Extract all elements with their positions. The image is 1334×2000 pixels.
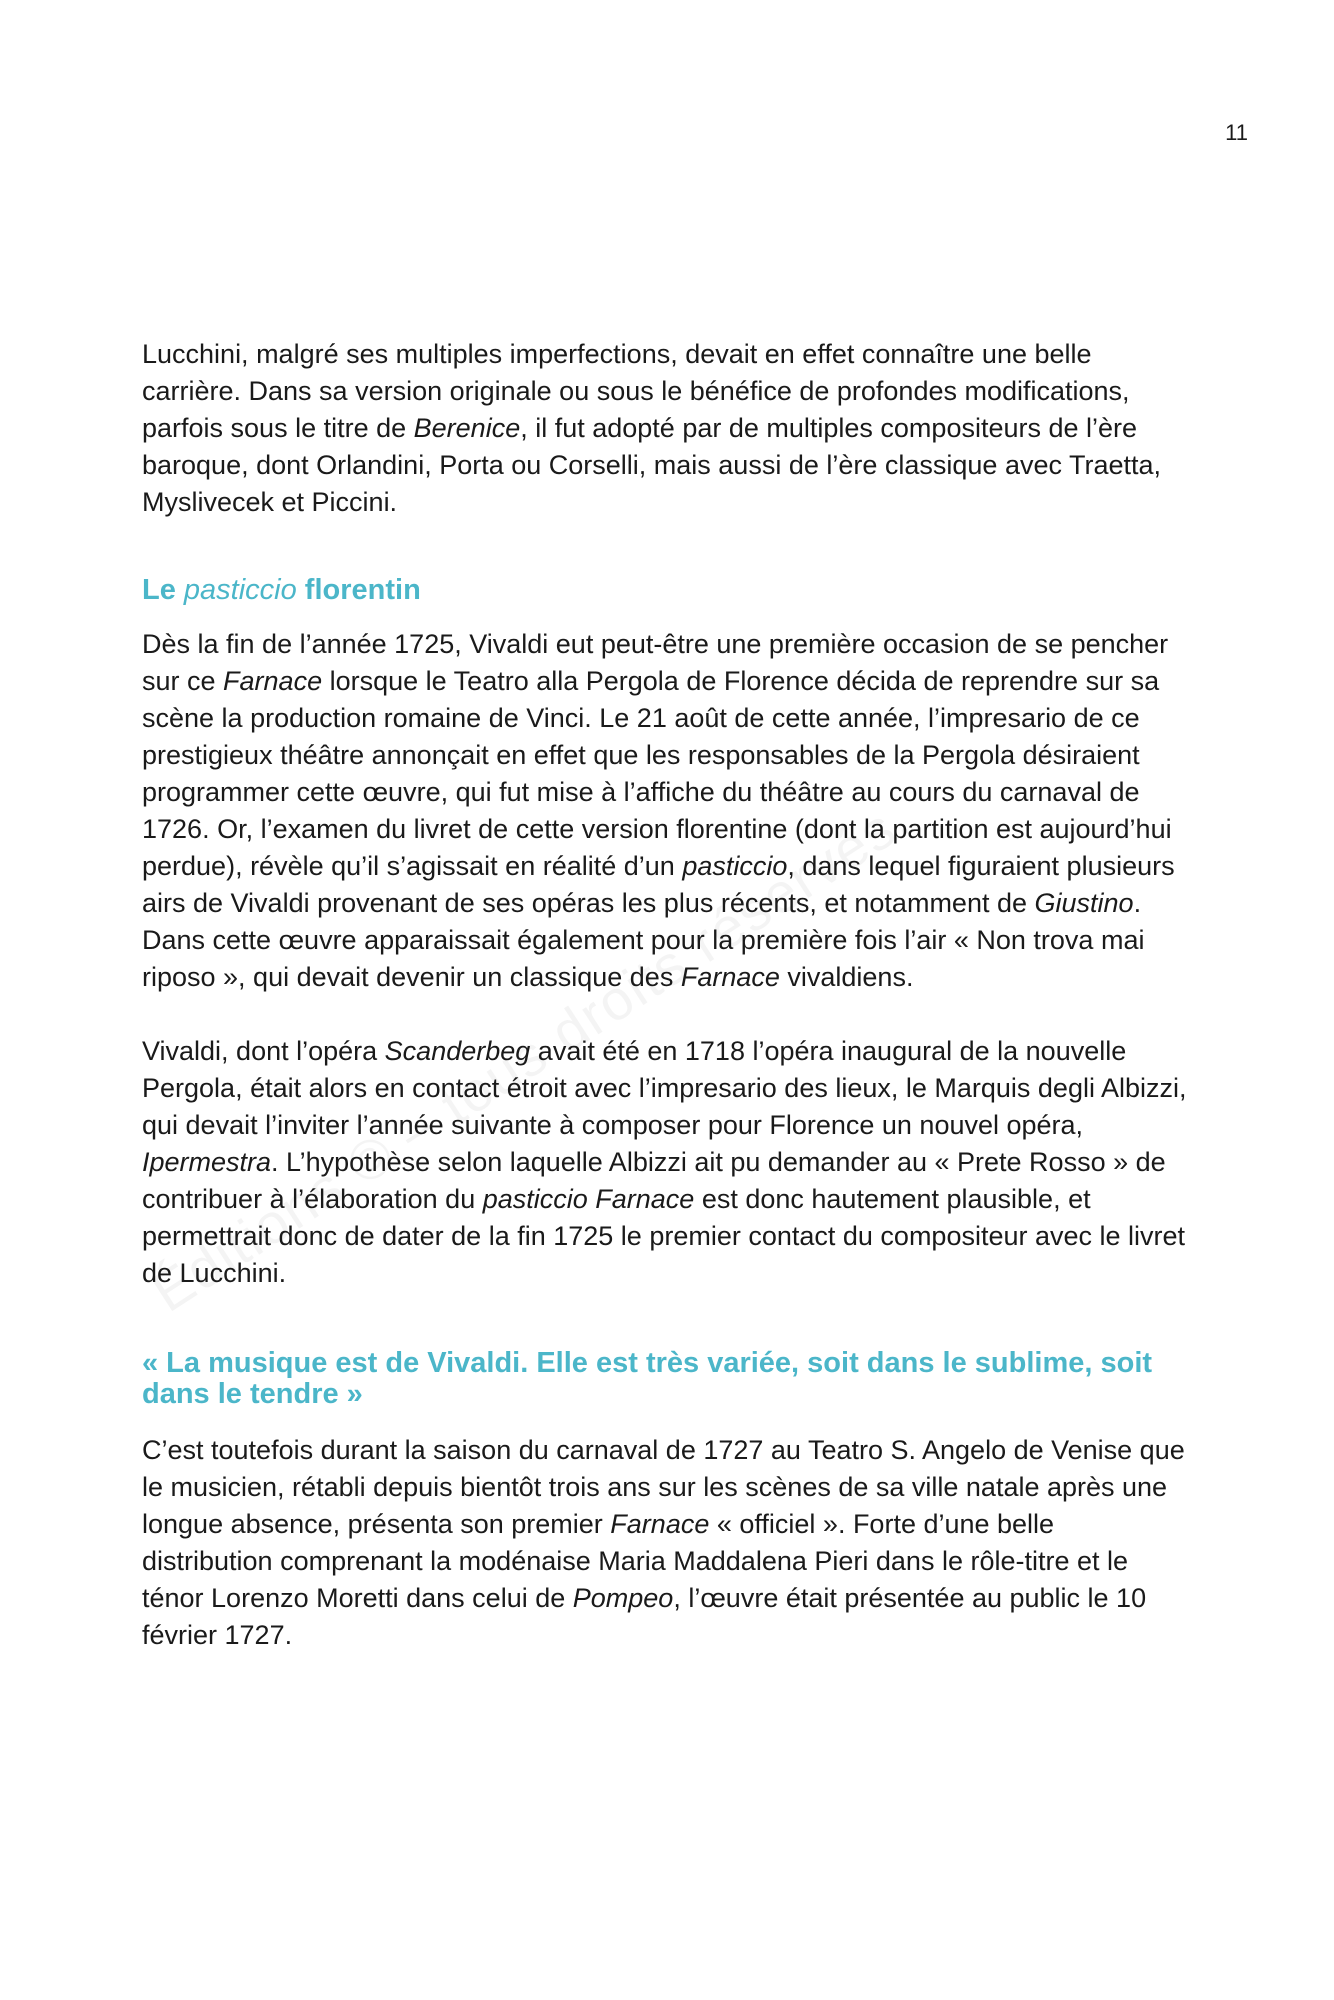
text-run-italic: Farnace — [680, 962, 780, 992]
text-run-italic: Pompeo — [572, 1583, 674, 1613]
text-run: vivaldiens. — [779, 962, 914, 992]
paragraph-intro — [142, 336, 1192, 521]
text-run-italic: Farnace — [610, 1509, 710, 1539]
section-heading-florentin — [142, 575, 1192, 606]
paragraph-florentin-2 — [142, 1033, 1192, 1292]
text-run: Dès la fin de l’année 1725, Vivaldi eut peut-être une première occasion de se pencher sur ce — [142, 629, 1169, 696]
text-run-italic: Giustino — [1034, 888, 1134, 918]
page-number: 11 — [1225, 120, 1248, 145]
section-heading-musique: « La musique est de Vivaldi. Elle est très variée, soit dans le sublime, soit dans le tendre » — [142, 1347, 1153, 1410]
text-run-italic: Farnace — [223, 666, 323, 696]
text-run: Lucchini, malgré ses multiples imperfections, devait en effet connaître une belle carrière. Dans sa version originale ou sous le bénéfice de profondes modifications, parfois sous le titre de — [142, 339, 1130, 443]
heading-run: Le — [142, 574, 184, 606]
text-run-italic: Ipermestra — [142, 1147, 272, 1177]
text-run: , il fut adopté par de multiples compositeurs de l’ère baroque, dont Orlandini, Porta ou Corselli, mais aussi de l’ère classique avec Traetta, Myslivecek et Piccini. — [142, 413, 1162, 517]
paragraph-musique-1 — [142, 1432, 1192, 1654]
text-run-italic: Scanderbeg — [384, 1036, 531, 1066]
text-run: C’est toutefois durant la saison du carnaval de 1727 au Teatro S. Angelo de Venise que le musicien, rétabli depuis bientôt trois ans sur les scènes de sa ville natale après une longue absence, présenta son premier — [142, 1435, 1185, 1539]
paragraph-florentin-1 — [142, 626, 1192, 996]
heading-run: florentin — [296, 574, 421, 606]
text-run: , dans lequel figuraient plusieurs airs de Vivaldi provenant de ses opéras les plus récents, et notamment de — [142, 851, 1175, 918]
text-run: , l’œuvre était présentée au public le 10 février 1727. — [142, 1583, 1147, 1650]
heading-run-italic: pasticcio — [183, 574, 297, 606]
text-run-italic: pasticcio — [682, 851, 788, 881]
text-run: est donc hautement plausible, et permettrait donc de dater de la fin 1725 le premier contact du compositeur avec le livret de Lucchini. — [142, 1184, 1186, 1288]
text-run: . Dans cette œuvre apparaissait également pour la première fois l’air « Non trova mai riposo », qui devait devenir un classique des — [142, 888, 1145, 992]
text-run-italic: Berenice — [413, 413, 521, 443]
text-run: avait été en 1718 l’opéra inaugural de la nouvelle Pergola, était alors en contact étroit avec l’impresario des lieux, le Marquis degli Albizzi, qui devait l’inviter l’année suivante à composer pour Florence un nouvel opéra, — [142, 1036, 1187, 1140]
text-run: . L’hypothèse selon laquelle Albizzi ait pu demander au « Prete Rosso » de contribuer à l’élaboration du — [142, 1147, 1166, 1214]
page-content — [142, 336, 1192, 1654]
text-run: « officiel ». Forte d’une belle distribution comprenant la modénaise Maria Maddalena Pieri dans le rôle-titre et le ténor Lorenzo Moretti dans celui de — [142, 1509, 1129, 1613]
text-run: Vivaldi, dont l’opéra — [142, 1036, 385, 1066]
text-run-italic: pasticcio Farnace — [482, 1184, 695, 1214]
text-run: lorsque le Teatro alla Pergola de Florence décida de reprendre sur sa scène la production romaine de Vinci. Le 21 août de cette année, l’impresario de ce prestigieux théâtre annonçait en effet que les responsables de la Pergola désiraient programmer cette œuvre, qui fut mise à l’affiche du théâtre au cours du carnaval de 1726. Or, l’examen du livret de cette version florentine (dont la partition est aujourd’hui perdue), révèle qu’il s’agissait en réalité d’un — [142, 666, 1172, 881]
